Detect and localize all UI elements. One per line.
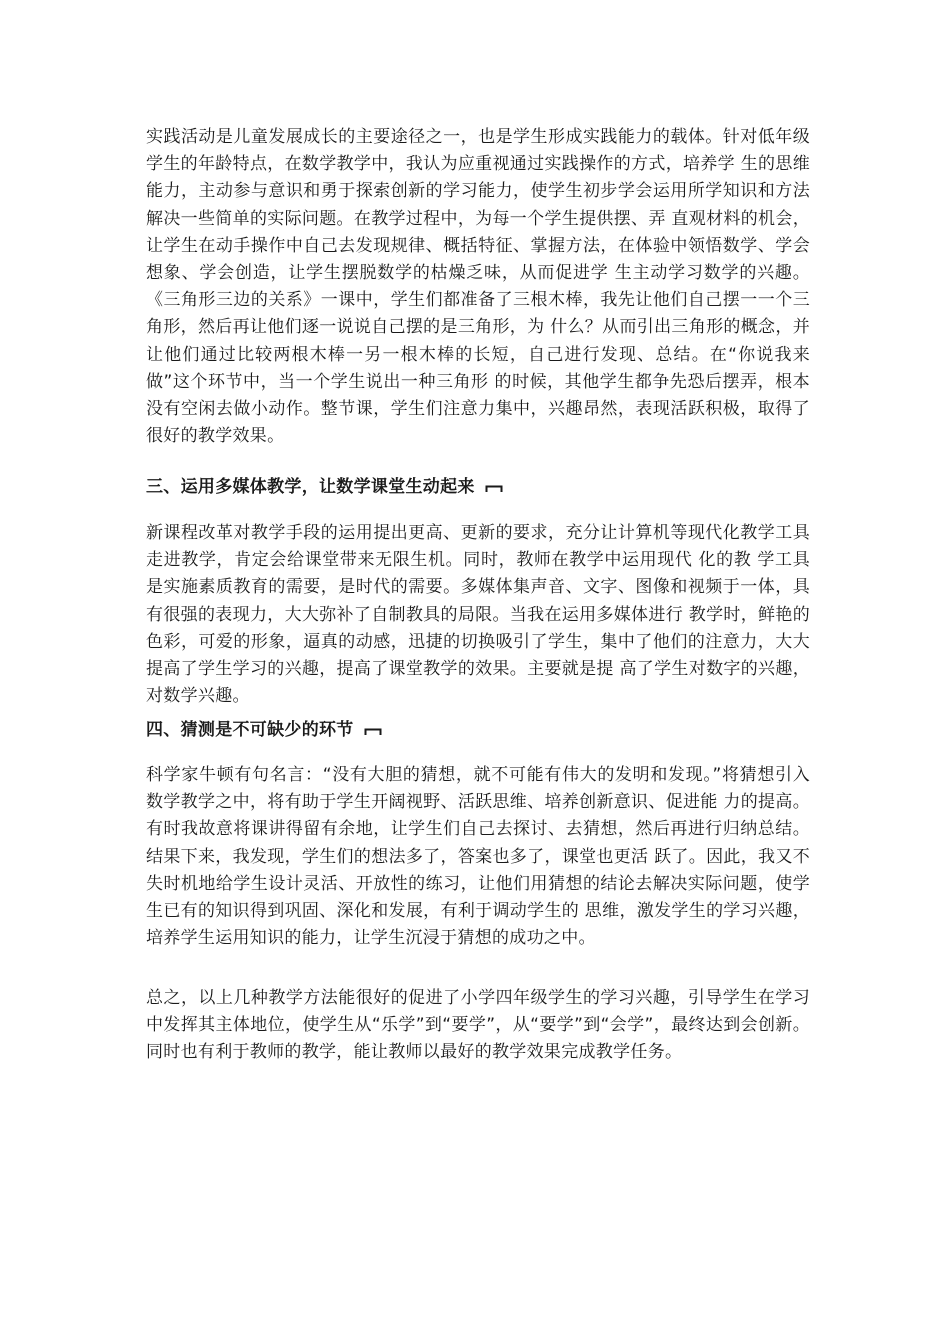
paragraph-practice-activities: 实践活动是儿童发展成长的主要途径之一，也是学生形成实践能力的载体。针对低年级学生的年龄特点，在数学教学中，我认为应重视通过实践操作的方式，培养学 生的思维能力，主动参与意识和勇于探索创新的学习能力，使学生初步学会运用所学知识和方法解决一些简单的实际问题。在教学过程中，为每一个学生提供摆、弄 直观材料的机会，让学生在动手操作中自己去发现规律、概括特征、掌握方法，在体验中领悟数学、学会想象、学会创造，让学生摆脱数学的枯燥乏味，从而促进学 生主动学习数学的兴趣。《三角形三边的关系》一课中，学生们都准备了三根木棒，我先让他们自己摆一一个三角形，然后再让他们逐一说说自己摆的是三角形，为 什么？从而引出三角形的概念，并让他们通过比较两根木棒一另一根木棒的长短，自己进行发现、总结。在“你说我来做”这个环节中，当一个学生说出一种三角形 的时候，其他学生都争先恐后摆弄，根本没有空闲去做小动作。整节课，学生们注意力集中，兴趣昂然，表现活跃积极，取得了很好的教学效果。 (146, 127, 810, 447)
section-heading-three-text: 三、运用多媒体教学，让数学课堂生动起来 (146, 477, 475, 497)
paragraph-summary: 总之，以上几种教学方法能很好的促进了小学四年级学生的学习兴趣，引导学生在学习中发挥其主体地位，使学生从“乐学”到“要学”，从“要学”到“会学”，最终达到会创新。同时也有利于教师的教学，能让教师以最好的教学效果完成教学任务。 (146, 988, 810, 1063)
section-heading-four (146, 717, 810, 743)
section-heading-three (146, 474, 810, 500)
bracket-mark-icon (485, 481, 503, 493)
section-heading-four-text: 四、猜测是不可缺少的环节 (146, 720, 354, 740)
paragraph-guessing: 科学家牛顿有句名言：“没有大胆的猜想，就不可能有伟大的发明和发现。”将猜想引入数学教学之中，将有助于学生开阔视野、活跃思维、培养创新意识、促进能 力的提高。有时我故意将课讲得留有余地，让学生们自己去探讨、去猜想，然后再进行归纳总结。结果下来，我发现，学生们的想法多了，答案也多了，课堂也更活 跃了。因此，我又不失时机地给学生设计灵活、开放性的练习，让他们用猜想的结论去解决实际问题，使学生已有的知识得到巩固、深化和发展，有利于调动学生的 思维，激发学生的学习兴趣，培养学生运用知识的能力，让学生沉浸于猜想的成功之中。 (146, 765, 810, 949)
paragraph-multimedia: 新课程改革对教学手段的运用提出更高、更新的要求，充分让计算机等现代化教学工具走进教学，肯定会给课堂带来无限生机。同时，教师在教学中运用现代 化的教 学工具是实施素质教育的需要，是时代的需要。多媒体集声音、文字、图像和视频于一体，具有很强的表现力，大大弥补了自制教具的局限。当我在运用多媒体进行 教学时，鲜艳的色彩，可爱的形象，逼真的动感，迅捷的切换吸引了学生，集中了他们的注意力，大大提高了学生学习的兴趣，提高了课堂教学的效果。主要就是提 高了学生对数字的兴趣，对数学兴趣。 (146, 523, 810, 707)
bracket-mark-icon (364, 724, 382, 736)
